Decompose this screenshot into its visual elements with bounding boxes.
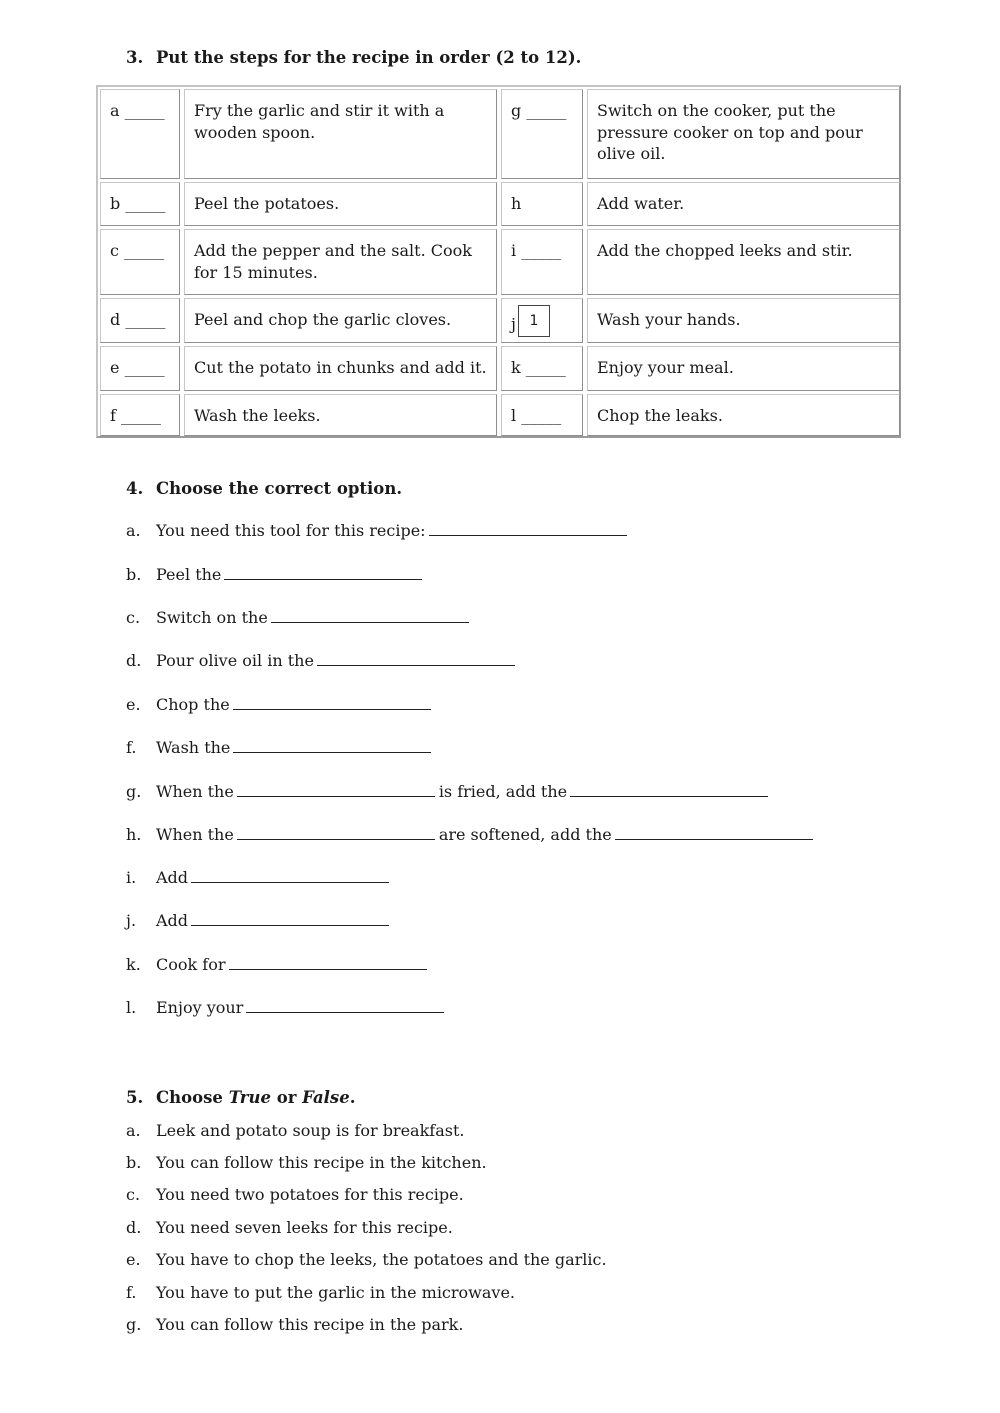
true-false-item[interactable]: d. You need seven leeks for this recipe. xyxy=(126,1218,453,1237)
answer-line[interactable] xyxy=(615,838,813,840)
answer-blank[interactable]: _____ xyxy=(124,241,165,260)
option-item: c. Switch on the xyxy=(126,608,469,627)
option-item: f. Wash the xyxy=(126,738,431,757)
answer-blank[interactable]: _____ xyxy=(521,406,562,425)
answer-line[interactable] xyxy=(191,924,389,926)
step-text-cell: Wash your hands. xyxy=(587,298,900,343)
step-letter-cell: h xyxy=(501,182,583,226)
answer-box-j[interactable]: 1 xyxy=(518,305,550,337)
option-item: h. When the are softened, add the xyxy=(126,825,813,844)
option-item: b. Peel the xyxy=(126,565,422,584)
true-false-item[interactable]: f. You have to put the garlic in the microwave. xyxy=(126,1283,515,1302)
true-false-item[interactable]: e. You have to chop the leeks, the potatoes and the garlic. xyxy=(126,1250,607,1269)
step-text-cell: Peel the potatoes. xyxy=(184,182,497,226)
step-letter-cell: f _____ xyxy=(100,394,180,436)
option-item: g. When the is fried, add the xyxy=(126,782,768,801)
step-letter-cell: i _____ xyxy=(501,229,583,295)
step-letter-cell: b _____ xyxy=(100,182,180,226)
answer-blank[interactable]: _____ xyxy=(124,358,165,377)
option-item: j. Add xyxy=(126,911,389,930)
step-text-cell: Add water. xyxy=(587,182,900,226)
answer-line[interactable] xyxy=(237,795,435,797)
answer-line[interactable] xyxy=(233,751,431,753)
step-text-cell: Fry the garlic and stir it with a wooden spoon. xyxy=(184,89,497,179)
step-text-cell: Add the chopped leeks and stir. xyxy=(587,229,900,295)
option-item: i. Add xyxy=(126,868,389,887)
step-letter-cell: d _____ xyxy=(100,298,180,343)
option-item: a. You need this tool for this recipe: xyxy=(126,521,627,540)
answer-line[interactable] xyxy=(229,968,427,970)
answer-line[interactable] xyxy=(246,1011,444,1013)
step-text-cell: Chop the leaks. xyxy=(587,394,900,436)
section-3-heading xyxy=(126,48,581,67)
answer-line[interactable] xyxy=(237,838,435,840)
true-false-item[interactable]: c. You need two potatoes for this recipe. xyxy=(126,1185,464,1204)
option-item: e. Chop the xyxy=(126,695,431,714)
step-letter-cell: c _____ xyxy=(100,229,180,295)
true-false-item[interactable]: g. You can follow this recipe in the park. xyxy=(126,1315,464,1334)
step-letter-cell: j 1 xyxy=(501,298,583,343)
option-item: k. Cook for xyxy=(126,955,427,974)
step-text-cell: Add the pepper and the salt. Cook for 15 minutes. xyxy=(184,229,497,295)
answer-blank[interactable]: _____ xyxy=(526,101,567,120)
answer-blank[interactable]: _____ xyxy=(121,406,162,425)
answer-line[interactable] xyxy=(271,621,469,623)
option-item: d. Pour olive oil in the xyxy=(126,651,515,670)
section-title: Choose the correct option. xyxy=(156,479,403,498)
step-letter-cell: l _____ xyxy=(501,394,583,436)
step-text-cell: Peel and chop the garlic cloves. xyxy=(184,298,497,343)
section-4-heading xyxy=(126,479,402,498)
step-text-cell: Enjoy your meal. xyxy=(587,346,900,391)
step-letter-cell: a _____ xyxy=(100,89,180,179)
true-false-item[interactable]: b. You can follow this recipe in the kitchen. xyxy=(126,1153,487,1172)
recipe-steps-table xyxy=(96,85,901,438)
step-letter-cell: g _____ xyxy=(501,89,583,179)
answer-blank[interactable]: _____ xyxy=(521,241,562,260)
answer-blank[interactable]: _____ xyxy=(124,101,165,120)
step-text-cell: Wash the leeks. xyxy=(184,394,497,436)
answer-blank[interactable]: _____ xyxy=(125,310,166,329)
section-title: Put the steps for the recipe in order (2 to 12). xyxy=(156,48,582,67)
answer-line[interactable] xyxy=(317,664,515,666)
true-false-item[interactable]: a. Leek and potato soup is for breakfast. xyxy=(126,1121,465,1140)
answer-line[interactable] xyxy=(570,795,768,797)
answer-line[interactable] xyxy=(224,578,422,580)
answer-blank[interactable]: _____ xyxy=(125,194,166,213)
answer-line[interactable] xyxy=(191,881,389,883)
step-text-cell: Switch on the cooker, put the pressure cooker on top and pour olive oil. xyxy=(587,89,900,179)
step-text-cell: Cut the potato in chunks and add it. xyxy=(184,346,497,391)
section-5-heading: 5. Choose True or False. xyxy=(126,1088,356,1107)
answer-line[interactable] xyxy=(233,708,431,710)
section-number: 5. xyxy=(126,1088,144,1107)
section-number: 4. xyxy=(126,479,144,498)
answer-blank[interactable]: _____ xyxy=(525,358,566,377)
step-letter-cell: k _____ xyxy=(501,346,583,391)
step-letter-cell: e _____ xyxy=(100,346,180,391)
section-number: 3. xyxy=(126,48,144,67)
answer-line[interactable] xyxy=(429,534,627,536)
option-item: l. Enjoy your xyxy=(126,998,444,1017)
